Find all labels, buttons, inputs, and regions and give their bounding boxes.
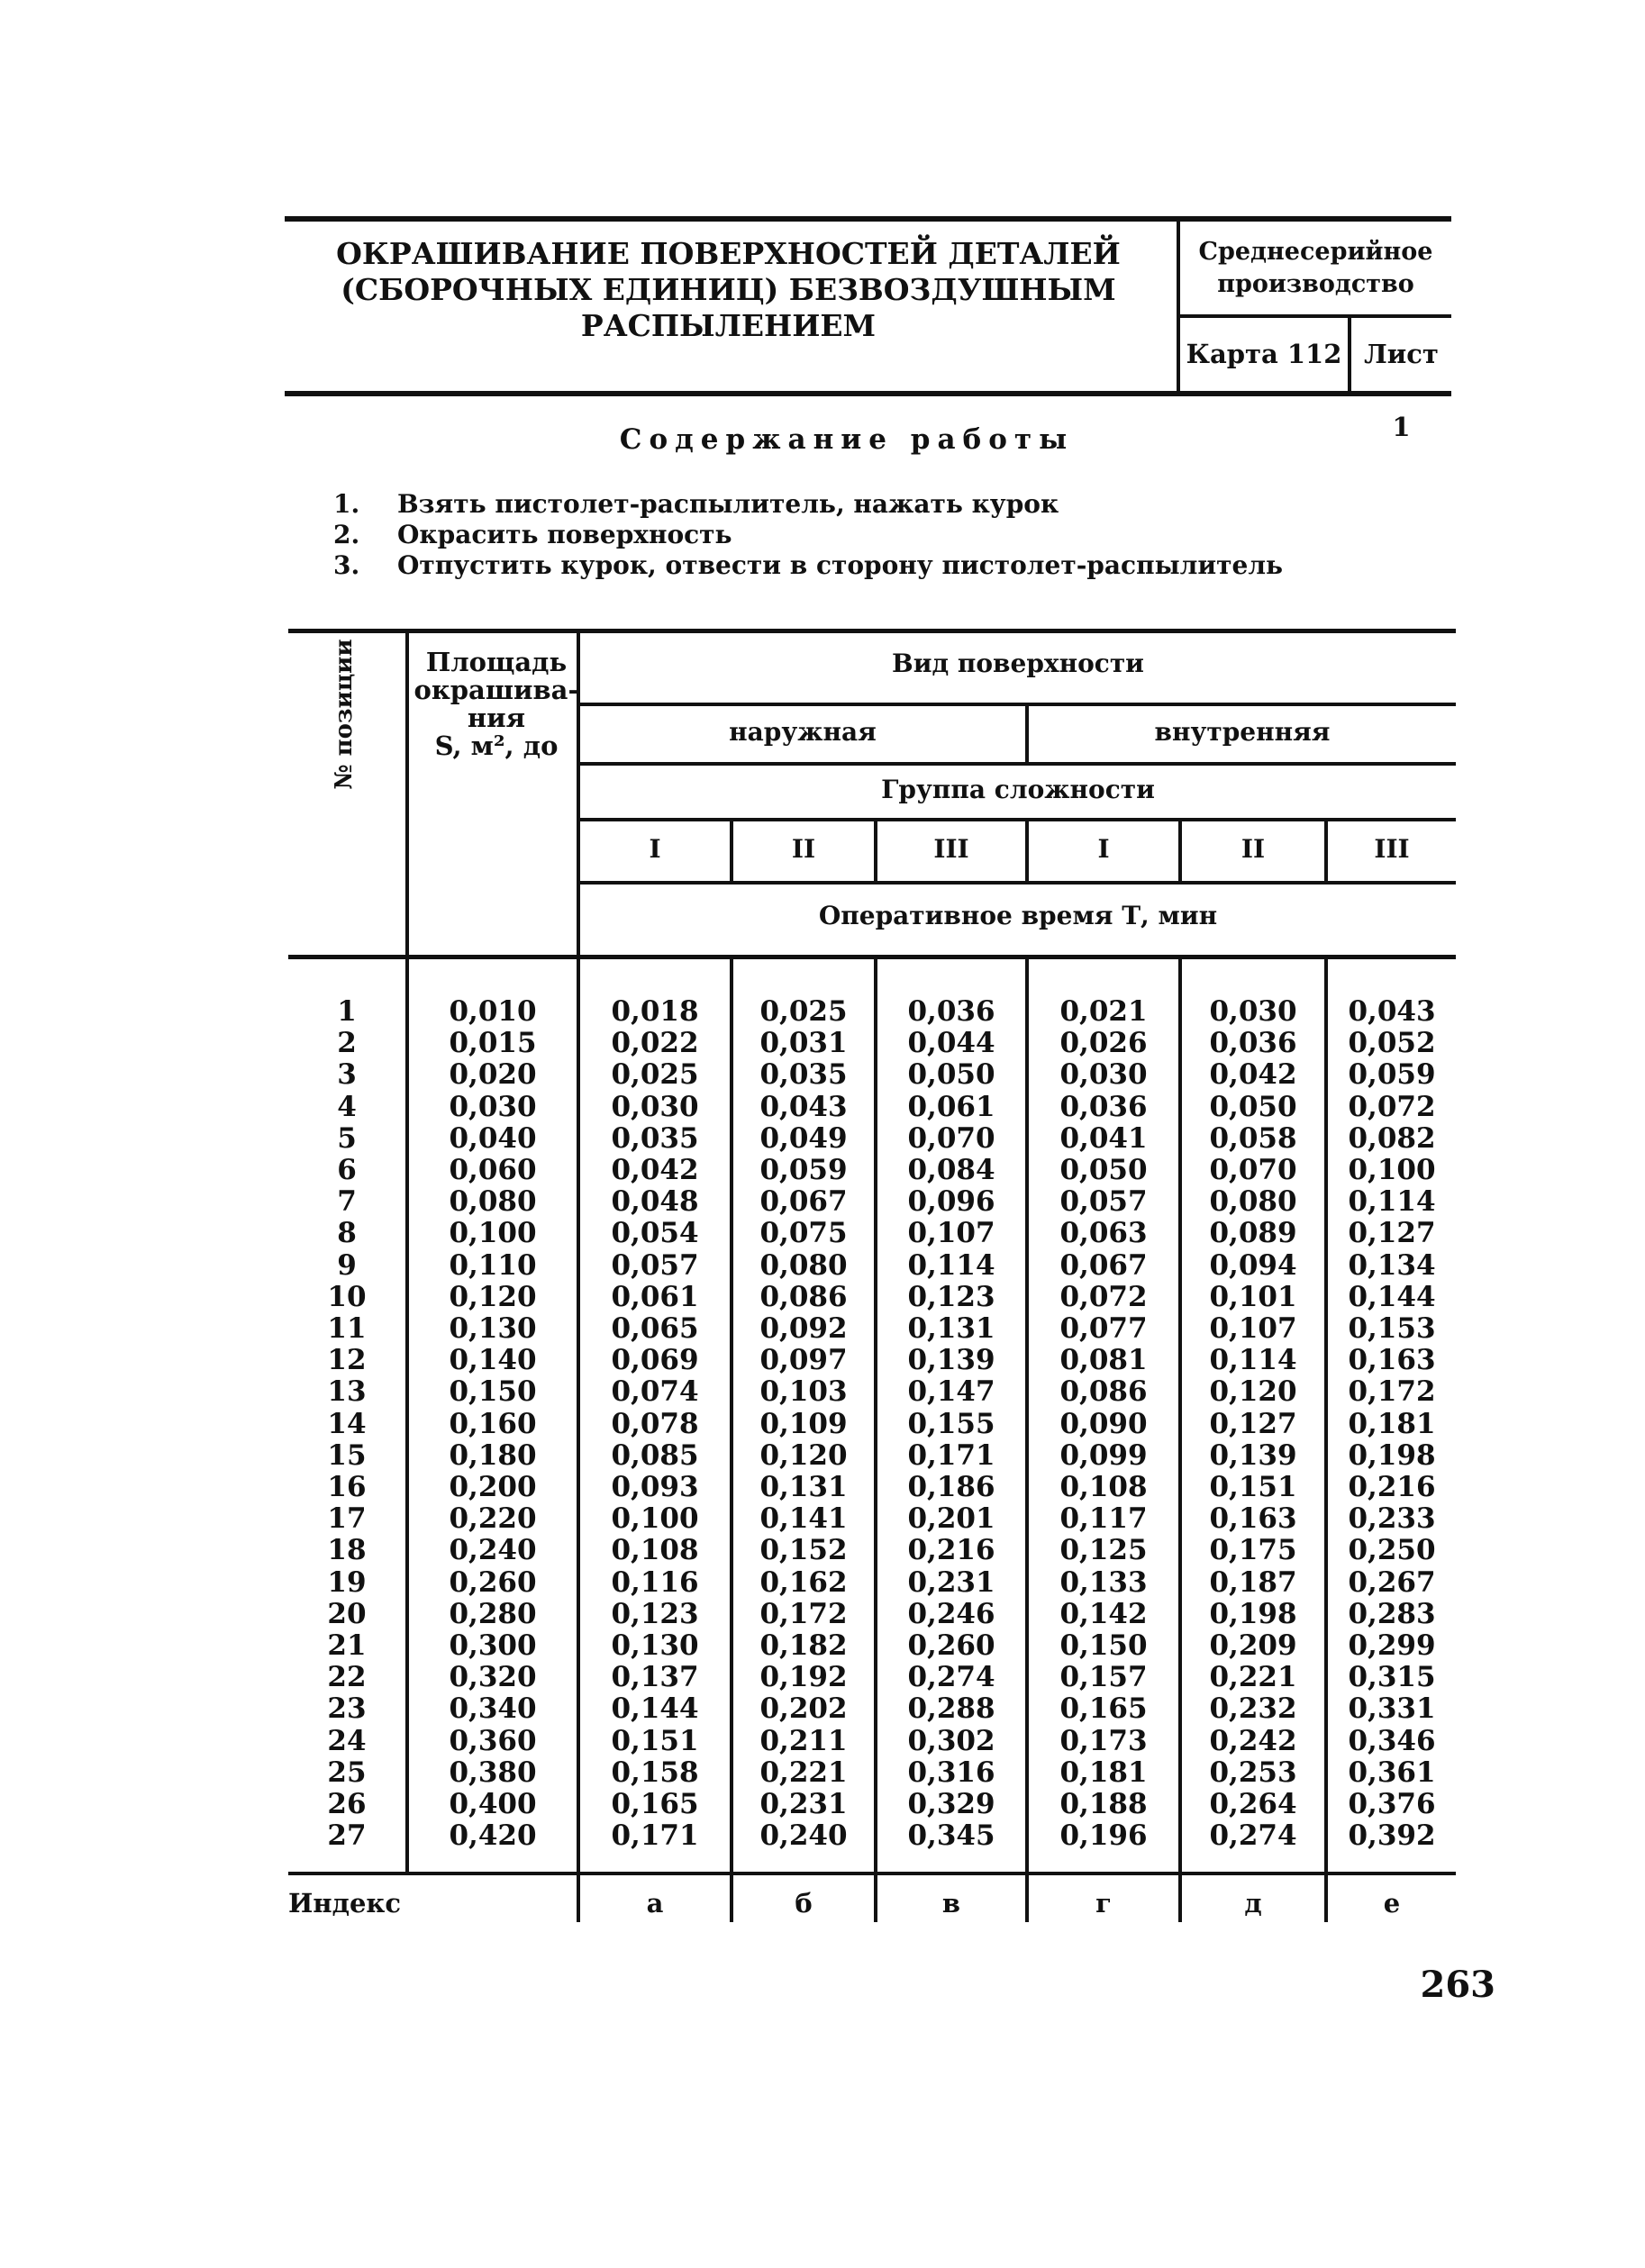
time-cell: 0,072 [1348, 1090, 1436, 1123]
area-cell: 0,260 [449, 1565, 537, 1599]
time-cell: 0,171 [907, 1438, 995, 1472]
position-cell: 10 [327, 1280, 367, 1313]
time-cell: 0,026 [1059, 1027, 1148, 1060]
time-column-inner-2 [1182, 996, 1324, 1852]
card-number: Карта 112 [1186, 339, 1342, 369]
time-cell: 0,080 [1209, 1185, 1297, 1219]
area-cell: 0,110 [449, 1248, 537, 1282]
time-cell: 0,173 [1059, 1724, 1148, 1757]
time-cell: 0,233 [1348, 1502, 1436, 1536]
time-cell: 0,216 [907, 1534, 995, 1567]
work-steps [333, 489, 1283, 581]
table-body [288, 996, 1456, 1861]
index-cell: е [1383, 1888, 1401, 1919]
position-cell: 24 [327, 1724, 367, 1757]
time-cell: 0,077 [1059, 1312, 1148, 1346]
page-number: 263 [1420, 1964, 1495, 2006]
time-cell: 0,061 [611, 1280, 699, 1313]
time-cell: 0,030 [1059, 1058, 1148, 1092]
time-cell: 0,093 [611, 1471, 699, 1504]
position-cell: 13 [327, 1375, 367, 1409]
time-cell: 0,171 [611, 1819, 699, 1853]
area-cell: 0,080 [449, 1185, 537, 1219]
time-cell: 0,036 [1059, 1090, 1148, 1123]
area-cell: 0,240 [449, 1534, 537, 1567]
group-header-inner-3: III [1374, 834, 1410, 864]
operative-time-table [288, 629, 1456, 1931]
time-cell: 0,109 [759, 1407, 848, 1440]
time-cell: 0,151 [611, 1724, 699, 1757]
time-cell: 0,035 [611, 1121, 699, 1155]
position-column [288, 996, 405, 1852]
time-cell: 0,086 [1059, 1375, 1148, 1409]
table-header-bottom-rule [288, 955, 1456, 959]
time-cell: 0,162 [759, 1565, 848, 1599]
position-cell: 4 [337, 1090, 357, 1123]
time-cell: 0,057 [611, 1248, 699, 1282]
time-cell: 0,114 [1348, 1185, 1436, 1219]
time-column-outer-3 [877, 996, 1025, 1852]
area-cell: 0,420 [449, 1819, 537, 1853]
time-cell: 0,242 [1209, 1724, 1297, 1757]
time-cell: 0,152 [759, 1534, 848, 1567]
time-cell: 0,042 [1209, 1058, 1297, 1092]
time-cell: 0,025 [759, 995, 848, 1028]
time-cell: 0,201 [907, 1502, 995, 1536]
time-cell: 0,283 [1348, 1597, 1436, 1630]
time-cell: 0,188 [1059, 1788, 1148, 1821]
time-cell: 0,125 [1059, 1534, 1148, 1567]
position-cell: 3 [337, 1058, 357, 1092]
time-cell: 0,181 [1348, 1407, 1436, 1440]
time-cell: 0,041 [1059, 1121, 1148, 1155]
time-cell: 0,065 [611, 1312, 699, 1346]
area-cell: 0,120 [449, 1280, 537, 1313]
time-cell: 0,192 [759, 1661, 848, 1694]
time-cell: 0,074 [611, 1375, 699, 1409]
time-cell: 0,085 [611, 1438, 699, 1472]
time-cell: 0,216 [1348, 1471, 1436, 1504]
time-cell: 0,070 [907, 1121, 995, 1155]
time-cell: 0,050 [907, 1058, 995, 1092]
time-cell: 0,059 [759, 1154, 848, 1187]
area-cell: 0,030 [449, 1090, 537, 1123]
position-cell: 27 [327, 1819, 367, 1853]
production-line-1: Среднесерийное [1198, 238, 1433, 266]
time-cell: 0,059 [1348, 1058, 1436, 1092]
area-cell: 0,130 [449, 1312, 537, 1346]
group-header-inner-2: II [1241, 834, 1266, 864]
time-cell: 0,144 [611, 1692, 699, 1726]
area-cell: 0,060 [449, 1154, 537, 1187]
time-cell: 0,274 [907, 1661, 995, 1694]
time-cell: 0,187 [1209, 1565, 1297, 1599]
time-cell: 0,030 [1209, 995, 1297, 1028]
work-step: 1. Взять пистолет-распылитель, нажать курок [333, 489, 1059, 519]
index-cell: г [1095, 1888, 1112, 1919]
position-cell: 22 [327, 1661, 367, 1694]
surface-type-header: Вид поверхности [892, 649, 1144, 678]
time-cell: 0,142 [1059, 1597, 1148, 1630]
time-cell: 0,052 [1348, 1027, 1436, 1060]
time-cell: 0,078 [611, 1407, 699, 1440]
time-cell: 0,181 [1059, 1755, 1148, 1789]
time-cell: 0,158 [611, 1755, 699, 1789]
time-cell: 0,139 [907, 1344, 995, 1377]
time-cell: 0,022 [611, 1027, 699, 1060]
position-cell: 2 [337, 1027, 357, 1060]
group-header-outer-2: II [791, 834, 816, 864]
time-cell: 0,120 [1209, 1375, 1297, 1409]
time-cell: 0,329 [907, 1788, 995, 1821]
time-cell: 0,086 [759, 1280, 848, 1313]
document-title [285, 236, 1172, 344]
time-cell: 0,123 [907, 1280, 995, 1313]
time-column-inner-1 [1029, 996, 1178, 1852]
time-cell: 0,107 [907, 1217, 995, 1250]
time-cell: 0,231 [907, 1565, 995, 1599]
outer-surface-header: наружная [729, 717, 877, 747]
area-cell: 0,300 [449, 1629, 537, 1663]
title-line-1: ОКРАШИВАНИЕ ПОВЕРХНОСТЕЙ ДЕТАЛЕЙ [336, 236, 1121, 271]
index-cell: а [646, 1888, 664, 1919]
area-cell: 0,010 [449, 995, 537, 1028]
position-cell: 5 [337, 1121, 357, 1155]
operative-time-header: Оперативное время Т, мин [818, 901, 1218, 930]
time-cell: 0,231 [759, 1788, 848, 1821]
position-cell: 18 [327, 1534, 367, 1567]
time-cell: 0,131 [907, 1312, 995, 1346]
time-cell: 0,346 [1348, 1724, 1436, 1757]
area-cell: 0,400 [449, 1788, 537, 1821]
area-cell: 0,380 [449, 1755, 537, 1789]
production-line-2: производство [1217, 270, 1414, 298]
time-cell: 0,202 [759, 1692, 848, 1726]
time-cell: 0,267 [1348, 1565, 1436, 1599]
time-cell: 0,288 [907, 1692, 995, 1726]
time-cell: 0,130 [611, 1629, 699, 1663]
time-cell: 0,392 [1348, 1819, 1436, 1853]
time-cell: 0,147 [907, 1375, 995, 1409]
area-cell: 0,150 [449, 1375, 537, 1409]
area-cell: 0,015 [449, 1027, 537, 1060]
time-cell: 0,067 [1059, 1248, 1148, 1282]
time-cell: 0,049 [759, 1121, 848, 1155]
time-cell: 0,246 [907, 1597, 995, 1630]
time-cell: 0,302 [907, 1724, 995, 1757]
time-cell: 0,250 [1348, 1534, 1436, 1567]
area-column [409, 996, 577, 1852]
time-cell: 0,211 [759, 1724, 848, 1757]
time-cell: 0,075 [759, 1217, 848, 1250]
index-cell: д [1244, 1888, 1262, 1919]
area-cell: 0,340 [449, 1692, 537, 1726]
time-cell: 0,100 [1348, 1154, 1436, 1187]
position-cell: 20 [327, 1597, 367, 1630]
time-cell: 0,127 [1348, 1217, 1436, 1250]
area-cell: 0,320 [449, 1661, 537, 1694]
production-type [1180, 236, 1451, 301]
time-cell: 0,080 [759, 1248, 848, 1282]
time-cell: 0,151 [1209, 1471, 1297, 1504]
time-cell: 0,057 [1059, 1185, 1148, 1219]
time-cell: 0,260 [907, 1629, 995, 1663]
area-cell: 0,160 [449, 1407, 537, 1440]
position-cell: 19 [327, 1565, 367, 1599]
time-cell: 0,123 [611, 1597, 699, 1630]
time-cell: 0,030 [611, 1090, 699, 1123]
time-cell: 0,025 [611, 1058, 699, 1092]
area-cell: 0,100 [449, 1217, 537, 1250]
time-cell: 0,198 [1348, 1438, 1436, 1472]
table-body-bottom-rule [288, 1872, 1456, 1875]
area-column-header: Площадь окрашива- ния S, м², до [414, 647, 579, 761]
time-cell: 0,114 [907, 1248, 995, 1282]
time-cell: 0,133 [1059, 1565, 1148, 1599]
time-cell: 0,274 [1209, 1819, 1297, 1853]
area-cell: 0,020 [449, 1058, 537, 1092]
position-cell: 12 [327, 1344, 367, 1377]
position-cell: 14 [327, 1407, 367, 1440]
position-cell: 21 [327, 1629, 367, 1663]
index-label: Индекс [288, 1888, 402, 1919]
time-cell: 0,155 [907, 1407, 995, 1440]
time-cell: 0,081 [1059, 1344, 1148, 1377]
time-cell: 0,376 [1348, 1788, 1436, 1821]
time-cell: 0,232 [1209, 1692, 1297, 1726]
time-cell: 0,108 [1059, 1471, 1148, 1504]
time-cell: 0,186 [907, 1471, 995, 1504]
time-cell: 0,089 [1209, 1217, 1297, 1250]
time-cell: 0,054 [611, 1217, 699, 1250]
time-cell: 0,316 [907, 1755, 995, 1789]
time-cell: 0,117 [1059, 1502, 1148, 1536]
area-cell: 0,040 [449, 1121, 537, 1155]
table-rule [577, 703, 1456, 706]
time-cell: 0,209 [1209, 1629, 1297, 1663]
time-cell: 0,036 [1209, 1027, 1297, 1060]
position-cell: 17 [327, 1502, 367, 1536]
index-cell: в [941, 1888, 961, 1919]
time-cell: 0,100 [611, 1502, 699, 1536]
time-cell: 0,101 [1209, 1280, 1297, 1313]
time-cell: 0,050 [1059, 1154, 1148, 1187]
time-cell: 0,092 [759, 1312, 848, 1346]
time-cell: 0,043 [759, 1090, 848, 1123]
time-cell: 0,175 [1209, 1534, 1297, 1567]
time-cell: 0,090 [1059, 1407, 1148, 1440]
time-cell: 0,144 [1348, 1280, 1436, 1313]
position-cell: 11 [327, 1312, 367, 1346]
position-cell: 1 [337, 995, 357, 1028]
area-cell: 0,200 [449, 1471, 537, 1504]
time-cell: 0,061 [907, 1090, 995, 1123]
time-cell: 0,042 [611, 1154, 699, 1187]
time-cell: 0,021 [1059, 995, 1148, 1028]
area-cell: 0,220 [449, 1502, 537, 1536]
time-cell: 0,097 [759, 1344, 848, 1377]
time-column-outer-2 [733, 996, 874, 1852]
time-cell: 0,221 [759, 1755, 848, 1789]
time-cell: 0,196 [1059, 1819, 1148, 1853]
time-cell: 0,108 [611, 1534, 699, 1567]
sheet-number: Лист 1 [1364, 339, 1439, 442]
time-cell: 0,345 [907, 1819, 995, 1853]
position-cell: 16 [327, 1471, 367, 1504]
time-cell: 0,094 [1209, 1248, 1297, 1282]
time-cell: 0,044 [907, 1027, 995, 1060]
time-cell: 0,070 [1209, 1154, 1297, 1187]
time-cell: 0,048 [611, 1185, 699, 1219]
time-cell: 0,172 [1348, 1375, 1436, 1409]
complexity-group-header: Группа сложности [881, 775, 1155, 804]
time-cell: 0,253 [1209, 1755, 1297, 1789]
work-step: 3. Отпустить курок, отвести в сторону пистолет-распылитель [333, 550, 1284, 580]
area-cell: 0,180 [449, 1438, 537, 1472]
time-cell: 0,127 [1209, 1407, 1297, 1440]
time-cell: 0,082 [1348, 1121, 1436, 1155]
time-cell: 0,163 [1209, 1502, 1297, 1536]
time-cell: 0,134 [1348, 1248, 1436, 1282]
index-cell: б [795, 1888, 813, 1919]
position-cell: 26 [327, 1788, 367, 1821]
time-cell: 0,067 [759, 1185, 848, 1219]
time-cell: 0,315 [1348, 1661, 1436, 1694]
time-cell: 0,172 [759, 1597, 848, 1630]
time-cell: 0,036 [907, 995, 995, 1028]
time-cell: 0,198 [1209, 1597, 1297, 1630]
position-cell: 23 [327, 1692, 367, 1726]
time-cell: 0,240 [759, 1819, 848, 1853]
group-header-outer-3: III [933, 834, 969, 864]
time-cell: 0,069 [611, 1344, 699, 1377]
time-cell: 0,141 [759, 1502, 848, 1536]
time-cell: 0,107 [1209, 1312, 1297, 1346]
time-cell: 0,165 [611, 1788, 699, 1821]
time-cell: 0,137 [611, 1661, 699, 1694]
time-cell: 0,063 [1059, 1217, 1148, 1250]
title-line-2: (СБОРОЧНЫХ ЕДИНИЦ) БЕЗВОЗДУШНЫМ РАСПЫЛЕНИЕМ [341, 272, 1116, 343]
position-cell: 15 [327, 1438, 367, 1472]
time-cell: 0,099 [1059, 1438, 1148, 1472]
time-cell: 0,114 [1209, 1344, 1297, 1377]
time-cell: 0,221 [1209, 1661, 1297, 1694]
position-cell: 8 [337, 1217, 357, 1250]
group-header-inner-1: I [1097, 834, 1110, 864]
position-column-header: № позиции [331, 639, 358, 790]
time-cell: 0,103 [759, 1375, 848, 1409]
area-cell: 0,140 [449, 1344, 537, 1377]
table-rule [577, 762, 1456, 766]
time-cell: 0,163 [1348, 1344, 1436, 1377]
time-cell: 0,058 [1209, 1121, 1297, 1155]
time-cell: 0,131 [759, 1471, 848, 1504]
time-cell: 0,096 [907, 1185, 995, 1219]
work-content-title: Содержание работы [619, 423, 1075, 456]
time-cell: 0,150 [1059, 1629, 1148, 1663]
time-cell: 0,031 [759, 1027, 848, 1060]
time-cell: 0,116 [611, 1565, 699, 1599]
time-cell: 0,331 [1348, 1692, 1436, 1726]
time-cell: 0,299 [1348, 1629, 1436, 1663]
time-cell: 0,182 [759, 1629, 848, 1663]
work-step: 2. Окрасить поверхность [333, 520, 732, 549]
time-cell: 0,361 [1348, 1755, 1436, 1789]
time-column-inner-3 [1328, 996, 1456, 1852]
time-cell: 0,043 [1348, 995, 1436, 1028]
time-cell: 0,050 [1209, 1090, 1297, 1123]
position-cell: 7 [337, 1185, 357, 1219]
time-cell: 0,139 [1209, 1438, 1297, 1472]
time-cell: 0,035 [759, 1058, 848, 1092]
position-cell: 9 [337, 1248, 357, 1282]
time-cell: 0,157 [1059, 1661, 1148, 1694]
position-cell: 25 [327, 1755, 367, 1789]
time-cell: 0,153 [1348, 1312, 1436, 1346]
time-cell: 0,264 [1209, 1788, 1297, 1821]
time-cell: 0,120 [759, 1438, 848, 1472]
inner-surface-header: внутренняя [1154, 717, 1331, 747]
table-top-rule [288, 629, 1456, 633]
area-cell: 0,360 [449, 1724, 537, 1757]
area-cell: 0,280 [449, 1597, 537, 1630]
time-cell: 0,018 [611, 995, 699, 1028]
time-column-outer-1 [580, 996, 730, 1852]
position-cell: 6 [337, 1154, 357, 1187]
group-header-outer-1: I [649, 834, 661, 864]
time-cell: 0,084 [907, 1154, 995, 1187]
time-cell: 0,165 [1059, 1692, 1148, 1726]
time-cell: 0,072 [1059, 1280, 1148, 1313]
